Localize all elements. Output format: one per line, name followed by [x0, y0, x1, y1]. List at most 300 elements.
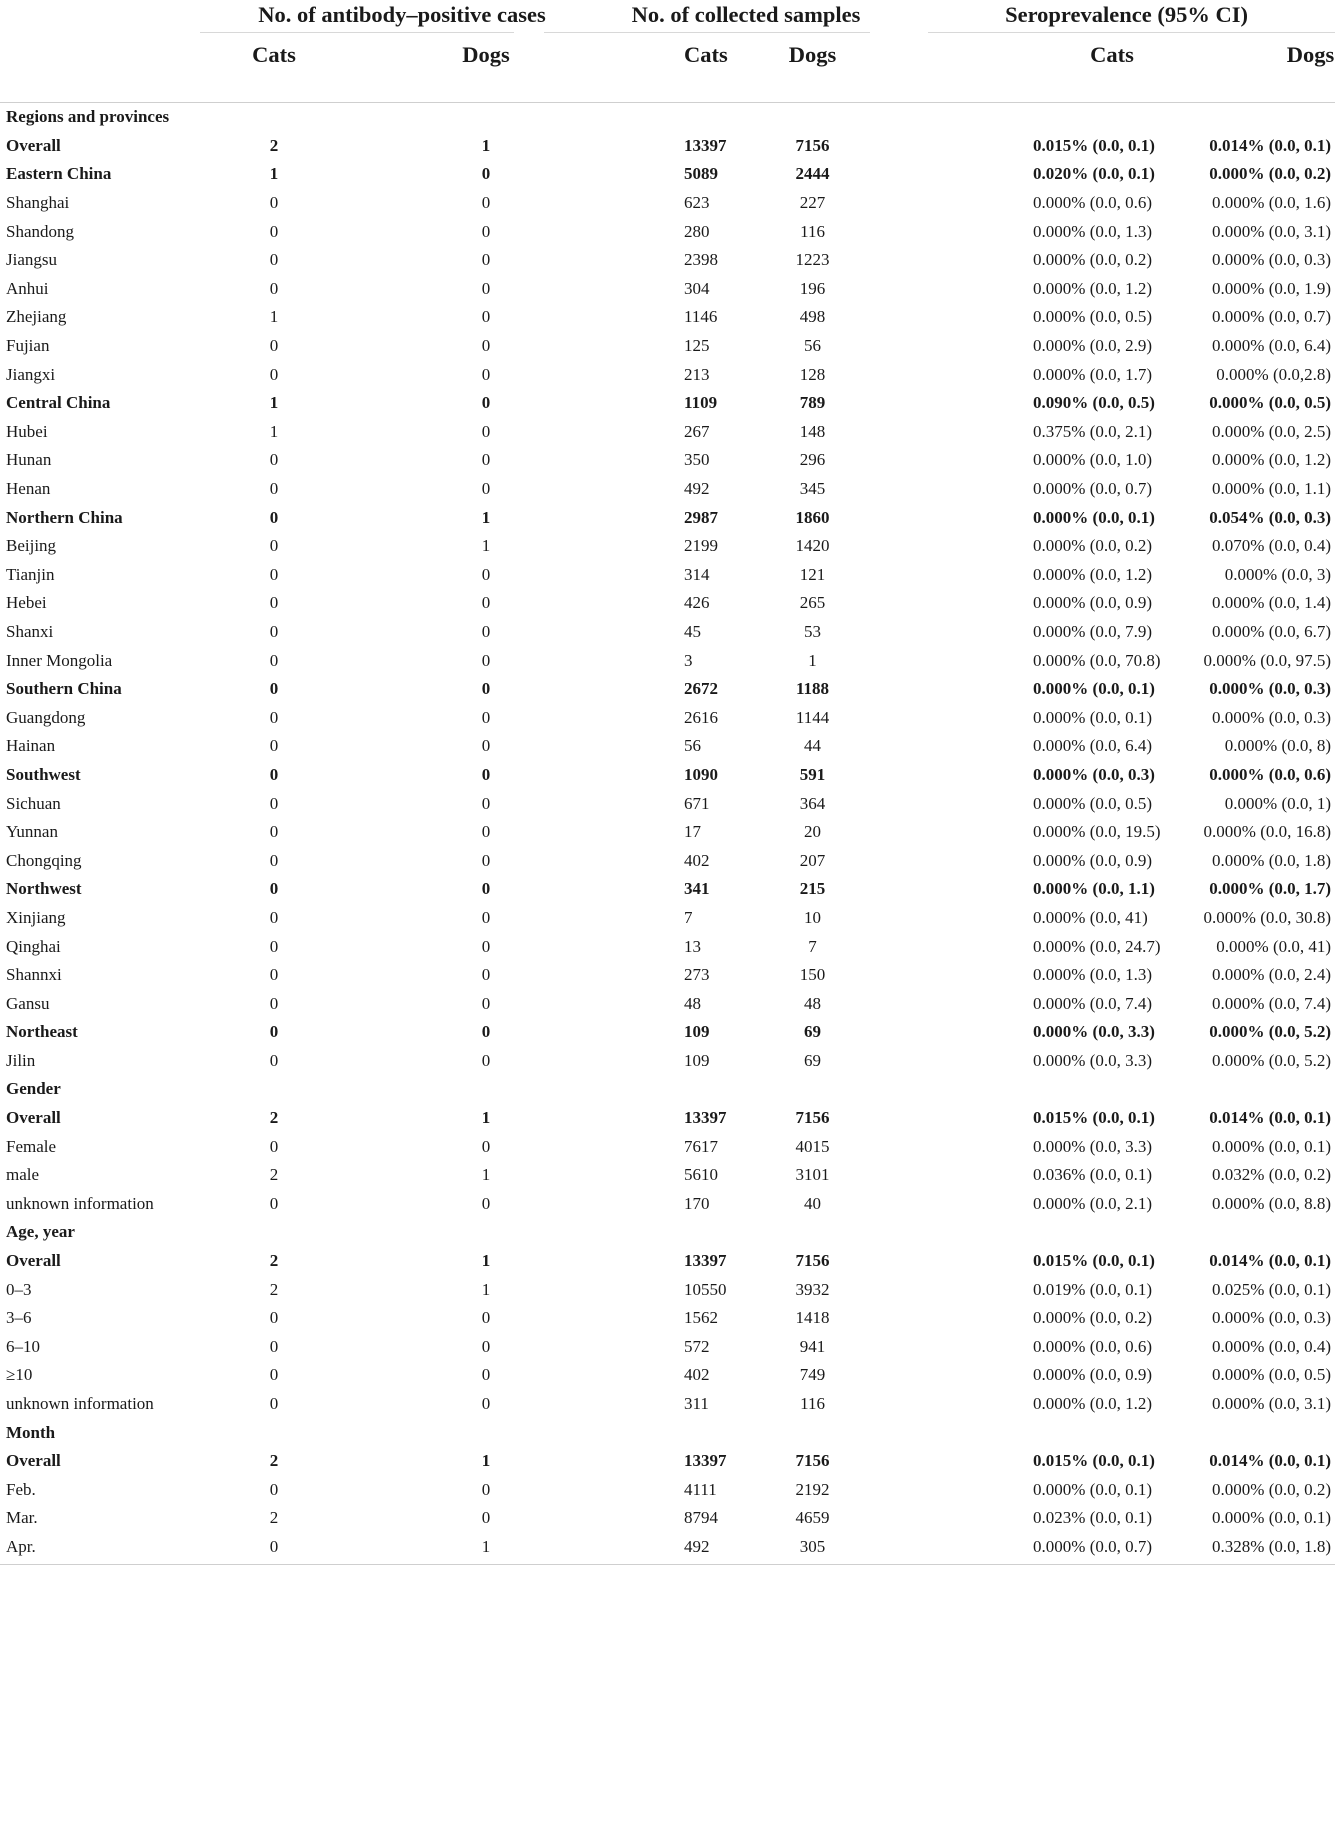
positive-dogs-cell	[318, 1418, 574, 1447]
row-label: Inner Mongolia	[6, 650, 113, 670]
samples-cats-cell: 8794	[684, 1508, 719, 1528]
seroprevalence-dogs-cell: 0.000% (0.0, 1.8)	[1212, 850, 1332, 870]
seroprevalence-cats-cell	[918, 103, 1136, 132]
positive-cats-cell: 0	[269, 1479, 279, 1499]
positive-cats-cell: 0	[269, 936, 279, 956]
seroprevalence-cats-cell: 0.000% (0.0, 0.1)	[1033, 707, 1153, 727]
seroprevalence-dogs-cell: 0.000% (0.0, 0.3)	[1212, 250, 1332, 270]
seroprevalence-dogs-cell: 0.000% (0.0, 0.1)	[1212, 1508, 1332, 1528]
positive-dogs-cell: 0	[481, 278, 491, 298]
row-label: Southern China	[6, 679, 122, 699]
seroprevalence-dogs-cell: 0.032% (0.0, 0.2)	[1212, 1165, 1332, 1185]
seroprevalence-dogs-cell: 0.000% (0.0, 97.5)	[1203, 650, 1332, 670]
positive-cats-cell: 0	[269, 564, 279, 584]
positive-dogs-cell: 0	[481, 850, 491, 870]
samples-cats-cell: 13397	[684, 135, 727, 155]
seroprevalence-dogs-cell: 0.000% (0.0, 5.2)	[1212, 1050, 1332, 1070]
samples-cats-cell	[574, 1218, 662, 1247]
samples-dogs-cell: 1	[808, 650, 817, 670]
positive-cats-cell: 0	[269, 1050, 279, 1070]
seroprevalence-cats-cell: 0.000% (0.0, 1.7)	[1033, 364, 1153, 384]
seroprevalence-dogs-cell: 0.000% (0.0, 16.8)	[1203, 822, 1332, 842]
table-row	[0, 160, 1335, 189]
positive-cats-cell: 1	[269, 421, 279, 441]
col-header-positive-dogs: Dogs	[318, 36, 574, 103]
samples-dogs-cell: 196	[799, 278, 826, 298]
positive-dogs-cell: 0	[481, 965, 491, 985]
table-row	[0, 475, 1335, 504]
table-header	[0, 0, 1335, 103]
seroprevalence-dogs-cell: 0.000% (0.0, 1.4)	[1212, 593, 1332, 613]
positive-dogs-cell: 0	[481, 479, 491, 499]
table-row	[0, 789, 1335, 818]
samples-cats-cell: 2987	[684, 507, 719, 527]
samples-dogs-cell: 44	[804, 736, 822, 756]
row-label: Jiangsu	[6, 250, 57, 270]
positive-cats-cell	[230, 1075, 318, 1104]
table-row	[0, 904, 1335, 933]
seroprevalence-dogs-cell: 0.000% (0.0, 0.4)	[1212, 1336, 1332, 1356]
samples-dogs-cell: 7	[808, 936, 817, 956]
row-label: Northern China	[6, 507, 123, 527]
positive-dogs-cell: 0	[481, 1479, 491, 1499]
samples-cats-cell: 341	[684, 879, 710, 899]
seroprevalence-dogs-cell: 0.000% (0.0, 0.1)	[1212, 1136, 1332, 1156]
positive-cats-cell: 0	[269, 1336, 279, 1356]
section-label: Regions and provinces	[6, 107, 170, 127]
samples-cats-cell: 2616	[684, 707, 719, 727]
table-row	[0, 217, 1335, 246]
table-row	[0, 246, 1335, 275]
row-label: Xinjiang	[6, 907, 66, 927]
samples-cats-cell: 7	[684, 907, 693, 927]
samples-dogs-cell: 116	[800, 221, 825, 241]
group-header-samples-label: No. of collected samples	[631, 2, 861, 27]
samples-dogs-cell: 345	[799, 479, 826, 499]
positive-dogs-cell: 0	[481, 164, 491, 184]
positive-dogs-cell: 0	[481, 307, 491, 327]
seroprevalence-cats-cell: 0.000% (0.0, 1.3)	[1033, 965, 1153, 985]
positive-cats-cell: 0	[269, 736, 279, 756]
samples-dogs-cell: 1223	[795, 250, 830, 270]
row-label: Beijing	[6, 536, 57, 556]
samples-dogs-cell: 498	[799, 307, 826, 327]
positive-cats-cell: 0	[269, 1308, 279, 1328]
table-row	[0, 360, 1335, 389]
positive-dogs-cell: 0	[481, 450, 491, 470]
table-row	[0, 132, 1335, 161]
seroprevalence-cats-cell: 0.000% (0.0, 0.7)	[1033, 1536, 1153, 1556]
positive-dogs-cell: 1	[481, 1251, 491, 1271]
group-divider	[544, 32, 870, 33]
table-bottom-rule	[0, 1564, 1335, 1565]
group-divider	[928, 32, 1335, 33]
seroprevalence-cats-cell: 0.000% (0.0, 1.1)	[1033, 879, 1155, 899]
samples-dogs-cell: 1420	[795, 536, 830, 556]
samples-dogs-cell: 69	[804, 1050, 822, 1070]
seroprevalence-cats-cell: 0.020% (0.0, 0.1)	[1033, 164, 1155, 184]
positive-dogs-cell: 0	[481, 193, 491, 213]
positive-cats-cell: 0	[269, 336, 279, 356]
row-label: Shanxi	[6, 621, 54, 641]
positive-cats-cell: 0	[269, 621, 279, 641]
row-label: Southwest	[6, 764, 81, 784]
positive-cats-cell: 0	[269, 193, 279, 213]
positive-dogs-cell	[318, 1218, 574, 1247]
samples-cats-cell: 5089	[684, 164, 719, 184]
samples-dogs-cell	[662, 1418, 918, 1447]
table-row	[0, 732, 1335, 761]
samples-dogs-cell: 207	[799, 850, 826, 870]
seroprevalence-dogs-cell: 0.000% (0.0, 1.7)	[1209, 879, 1332, 899]
positive-dogs-cell: 0	[481, 993, 491, 1013]
samples-cats-cell	[574, 1075, 662, 1104]
positive-cats-cell: 0	[269, 679, 279, 699]
samples-dogs-cell: 789	[799, 393, 826, 413]
seroprevalence-cats-cell: 0.000% (0.0, 0.5)	[1033, 307, 1153, 327]
table-row	[0, 846, 1335, 875]
positive-cats-cell: 0	[269, 850, 279, 870]
seroprevalence-cats-cell	[918, 1075, 1136, 1104]
samples-cats-cell: 10550	[684, 1279, 727, 1299]
positive-dogs-cell: 1	[481, 1108, 491, 1128]
seroprevalence-dogs-cell	[1136, 103, 1335, 132]
seroprevalence-cats-cell: 0.000% (0.0, 0.2)	[1033, 1308, 1153, 1328]
seroprevalence-dogs-cell: 0.000% (0.0, 1)	[1224, 793, 1332, 813]
samples-cats-cell: 13397	[684, 1251, 727, 1271]
seroprevalence-cats-cell: 0.000% (0.0, 1.0)	[1033, 450, 1153, 470]
seroprevalence-cats-cell: 0.000% (0.0, 0.9)	[1033, 850, 1153, 870]
positive-cats-cell: 0	[269, 764, 279, 784]
positive-cats-cell: 0	[269, 450, 279, 470]
seroprevalence-dogs-cell: 0.014% (0.0, 0.1)	[1209, 1251, 1332, 1271]
seroprevalence-cats-cell: 0.000% (0.0, 3.3)	[1033, 1050, 1153, 1070]
table-row	[0, 989, 1335, 1018]
samples-cats-cell: 4111	[684, 1479, 717, 1499]
positive-cats-cell: 2	[269, 1251, 279, 1271]
group-header-positive-label: No. of antibody–positive cases	[258, 2, 546, 27]
col-header-samples-dogs: Dogs	[662, 36, 918, 103]
row-label: Tianjin	[6, 564, 55, 584]
group-header-positive-cases	[230, 0, 574, 36]
row-label: 3–6	[6, 1308, 32, 1328]
positive-dogs-cell: 1	[481, 1279, 491, 1299]
positive-dogs-cell: 0	[481, 1050, 491, 1070]
table-row	[0, 418, 1335, 447]
seroprevalence-dogs-cell: 0.000% (0.0, 0.5)	[1212, 1365, 1332, 1385]
samples-cats-cell: 2199	[684, 536, 719, 556]
seroprevalence-cats-cell: 0.000% (0.0, 2.9)	[1033, 336, 1153, 356]
samples-cats-cell: 572	[684, 1336, 710, 1356]
seroprevalence-cats-cell: 0.000% (0.0, 19.5)	[1033, 822, 1161, 842]
seroprevalence-dogs-cell: 0.000% (0.0, 1.1)	[1212, 479, 1332, 499]
samples-dogs-cell: 48	[804, 993, 822, 1013]
table-row	[0, 1476, 1335, 1505]
table-row	[0, 875, 1335, 904]
samples-dogs-cell: 53	[804, 621, 822, 641]
positive-cats-cell: 0	[269, 793, 279, 813]
col-header-positive-cats: Cats	[230, 36, 318, 103]
positive-cats-cell: 0	[269, 1394, 279, 1414]
row-label: Qinghai	[6, 936, 61, 956]
positive-dogs-cell: 0	[481, 593, 491, 613]
samples-cats-cell: 2398	[684, 250, 719, 270]
seroprevalence-dogs-cell: 0.000% (0.0,2.8)	[1216, 364, 1332, 384]
table-row	[0, 503, 1335, 532]
positive-dogs-cell: 0	[481, 764, 491, 784]
row-label: Gansu	[6, 993, 50, 1013]
positive-dogs-cell: 1	[481, 135, 491, 155]
col-header-samples-cats: Cats	[574, 36, 662, 103]
seroprevalence-cats-cell: 0.000% (0.0, 2.1)	[1033, 1193, 1153, 1213]
positive-dogs-cell: 0	[481, 679, 491, 699]
seroprevalence-cats-cell: 0.015% (0.0, 0.1)	[1033, 135, 1155, 155]
samples-cats-cell: 13397	[684, 1451, 727, 1471]
samples-cats-cell: 273	[684, 965, 710, 985]
samples-cats-cell: 7617	[684, 1136, 719, 1156]
row-label: Chongqing	[6, 850, 82, 870]
seroprevalence-dogs-cell: 0.000% (0.0, 2.4)	[1212, 965, 1332, 985]
group-header-collected-samples	[574, 0, 918, 36]
header-corner	[0, 0, 230, 36]
positive-cats-cell: 0	[269, 1365, 279, 1385]
row-label: Apr.	[6, 1536, 36, 1556]
seroprevalence-dogs-cell	[1136, 1418, 1335, 1447]
positive-dogs-cell: 0	[481, 1365, 491, 1385]
seroprevalence-cats-cell: 0.000% (0.0, 0.7)	[1033, 479, 1153, 499]
table-row	[0, 932, 1335, 961]
samples-dogs-cell: 296	[799, 450, 826, 470]
row-label: Yunnan	[6, 822, 58, 842]
samples-cats-cell: 1146	[684, 307, 718, 327]
samples-dogs-cell	[662, 103, 918, 132]
seroprevalence-cats-cell: 0.015% (0.0, 0.1)	[1033, 1108, 1155, 1128]
positive-dogs-cell: 0	[481, 1394, 491, 1414]
positive-cats-cell: 2	[269, 1451, 279, 1471]
samples-cats-cell: 48	[684, 993, 702, 1013]
samples-cats-cell: 213	[684, 364, 710, 384]
section-label: Age, year	[6, 1222, 75, 1242]
table-body	[0, 103, 1335, 1562]
positive-cats-cell: 0	[269, 907, 279, 927]
samples-cats-cell: 314	[684, 564, 710, 584]
positive-cats-cell: 0	[269, 993, 279, 1013]
section-row	[0, 103, 1335, 132]
seroprevalence-cats-cell: 0.000% (0.0, 0.9)	[1033, 1365, 1153, 1385]
row-label: Guangdong	[6, 707, 86, 727]
samples-dogs-cell: 1860	[795, 507, 830, 527]
seroprevalence-cats-cell: 0.000% (0.0, 1.2)	[1033, 278, 1153, 298]
seroprevalence-dogs-cell: 0.000% (0.0, 0.3)	[1209, 679, 1332, 699]
samples-dogs-cell: 10	[804, 907, 822, 927]
samples-dogs-cell: 3101	[795, 1165, 830, 1185]
row-label: Jilin	[6, 1050, 36, 1070]
samples-cats-cell: 1562	[684, 1308, 719, 1328]
row-label: Eastern China	[6, 164, 112, 184]
samples-cats-cell: 426	[684, 593, 710, 613]
positive-cats-cell: 0	[269, 879, 279, 899]
positive-cats-cell: 0	[269, 364, 279, 384]
samples-dogs-cell: 56	[804, 336, 822, 356]
seroprevalence-cats-cell: 0.000% (0.0, 70.8)	[1033, 650, 1161, 670]
positive-cats-cell: 1	[269, 164, 279, 184]
table-row	[0, 561, 1335, 590]
seroprevalence-dogs-cell: 0.000% (0.0, 0.7)	[1212, 307, 1332, 327]
positive-cats-cell: 0	[269, 1136, 279, 1156]
positive-cats-cell: 2	[269, 1165, 279, 1185]
samples-cats-cell: 5610	[684, 1165, 719, 1185]
group-divider	[200, 32, 514, 33]
row-label: 0–3	[6, 1279, 32, 1299]
table-row	[0, 761, 1335, 790]
seroprevalence-cats-cell: 0.000% (0.0, 0.2)	[1033, 250, 1153, 270]
seroprevalence-dogs-cell: 0.000% (0.0, 0.3)	[1212, 707, 1332, 727]
positive-dogs-cell: 0	[481, 1193, 491, 1213]
positive-dogs-cell: 1	[481, 536, 491, 556]
positive-cats-cell: 2	[269, 1108, 279, 1128]
section-row	[0, 1218, 1335, 1247]
seroprevalence-dogs-cell: 0.000% (0.0, 0.2)	[1209, 164, 1332, 184]
seroprevalence-cats-cell: 0.000% (0.0, 0.6)	[1033, 193, 1153, 213]
row-label: 6–10	[6, 1336, 40, 1356]
positive-cats-cell: 0	[269, 1193, 279, 1213]
table-row	[0, 675, 1335, 704]
section-row	[0, 1418, 1335, 1447]
samples-dogs-cell: 305	[799, 1536, 826, 1556]
positive-dogs-cell: 0	[481, 822, 491, 842]
samples-dogs-cell: 2192	[795, 1479, 830, 1499]
seroprevalence-dogs-cell: 0.000% (0.0, 7.4)	[1212, 993, 1332, 1013]
seroprevalence-cats-cell: 0.015% (0.0, 0.1)	[1033, 1451, 1155, 1471]
positive-dogs-cell: 1	[481, 1536, 491, 1556]
positive-dogs-cell: 0	[481, 793, 491, 813]
header-label-column	[0, 36, 230, 103]
table-row	[0, 1161, 1335, 1190]
positive-dogs-cell: 1	[481, 1165, 491, 1185]
samples-cats-cell: 170	[684, 1193, 710, 1213]
positive-cats-cell: 2	[269, 135, 279, 155]
seroprevalence-cats-cell: 0.375% (0.0, 2.1)	[1033, 421, 1153, 441]
samples-dogs-cell: 121	[799, 564, 826, 584]
seroprevalence-cats-cell: 0.000% (0.0, 0.9)	[1033, 593, 1153, 613]
table-row	[0, 818, 1335, 847]
seroprevalence-cats-cell: 0.000% (0.0, 24.7)	[1033, 936, 1161, 956]
seroprevalence-cats-cell: 0.000% (0.0, 3.3)	[1033, 1136, 1153, 1156]
table-row	[0, 189, 1335, 218]
table-row	[0, 646, 1335, 675]
table-row	[0, 1018, 1335, 1047]
row-label: Female	[6, 1136, 57, 1156]
samples-cats-cell: 492	[684, 1536, 710, 1556]
samples-cats-cell: 1109	[684, 393, 718, 413]
positive-dogs-cell: 0	[481, 421, 491, 441]
samples-cats-cell: 109	[684, 1022, 710, 1042]
row-label: Mar.	[6, 1508, 38, 1528]
seroprevalence-cats-cell: 0.015% (0.0, 0.1)	[1033, 1251, 1155, 1271]
samples-dogs-cell: 749	[799, 1365, 826, 1385]
seroprevalence-cats-cell: 0.000% (0.0, 1.2)	[1033, 1394, 1153, 1414]
samples-dogs-cell: 215	[799, 879, 826, 899]
row-label: Overall	[6, 1108, 61, 1128]
samples-dogs-cell: 4015	[795, 1136, 830, 1156]
row-label: Jiangxi	[6, 364, 56, 384]
row-label: Fujian	[6, 336, 50, 356]
table-row	[0, 1275, 1335, 1304]
seroprevalence-cats-cell: 0.000% (0.0, 0.6)	[1033, 1336, 1153, 1356]
group-header-seroprevalence	[918, 0, 1335, 36]
table-row	[0, 1247, 1335, 1276]
samples-cats-cell: 56	[684, 736, 702, 756]
row-label: Hunan	[6, 450, 52, 470]
samples-cats-cell: 1090	[684, 764, 719, 784]
row-label: ≥10	[6, 1365, 33, 1385]
positive-dogs-cell: 1	[481, 1451, 491, 1471]
positive-cats-cell	[230, 1218, 318, 1247]
row-label: Feb.	[6, 1479, 36, 1499]
samples-dogs-cell: 148	[799, 421, 826, 441]
seroprevalence-dogs-cell: 0.014% (0.0, 0.1)	[1209, 1451, 1332, 1471]
positive-dogs-cell: 0	[481, 1508, 491, 1528]
table-row	[0, 275, 1335, 304]
seroprevalence-cats-cell: 0.000% (0.0, 0.1)	[1033, 1479, 1153, 1499]
samples-cats-cell: 350	[684, 450, 710, 470]
seroprevalence-cats-cell: 0.000% (0.0, 41)	[1033, 907, 1148, 927]
seroprevalence-cats-cell: 0.000% (0.0, 0.5)	[1033, 793, 1153, 813]
positive-dogs-cell: 0	[481, 336, 491, 356]
samples-cats-cell	[574, 1418, 662, 1447]
samples-cats-cell: 402	[684, 1365, 710, 1385]
positive-dogs-cell: 0	[481, 907, 491, 927]
seroprevalence-cats-cell: 0.000% (0.0, 0.1)	[1033, 679, 1155, 699]
table-row	[0, 303, 1335, 332]
positive-cats-cell: 2	[269, 1279, 279, 1299]
seroprevalence-cats-cell: 0.000% (0.0, 7.9)	[1033, 621, 1153, 641]
positive-dogs-cell	[318, 103, 574, 132]
col-header-seroprevalence-dogs: Dogs	[1136, 36, 1335, 103]
positive-dogs-cell: 0	[481, 221, 491, 241]
table-row	[0, 446, 1335, 475]
positive-cats-cell: 0	[269, 822, 279, 842]
positive-cats-cell: 0	[269, 965, 279, 985]
seroprevalence-dogs-cell: 0.025% (0.0, 0.1)	[1212, 1279, 1332, 1299]
seroprevalence-dogs-cell: 0.000% (0.0, 30.8)	[1203, 907, 1332, 927]
seroprevalence-dogs-cell: 0.000% (0.0, 0.2)	[1212, 1479, 1332, 1499]
positive-cats-cell: 0	[269, 250, 279, 270]
seroprevalence-dogs-cell: 0.000% (0.0, 1.6)	[1212, 193, 1332, 213]
positive-cats-cell: 0	[269, 650, 279, 670]
samples-dogs-cell: 7156	[795, 135, 830, 155]
row-label: Henan	[6, 479, 51, 499]
seroprevalence-cats-cell: 0.000% (0.0, 1.3)	[1033, 221, 1153, 241]
seroprevalence-dogs-cell	[1136, 1075, 1335, 1104]
seroprevalence-dogs-cell: 0.000% (0.0, 3.1)	[1212, 221, 1332, 241]
row-label: Hebei	[6, 593, 47, 613]
seroprevalence-cats-cell: 0.000% (0.0, 6.4)	[1033, 736, 1153, 756]
positive-dogs-cell: 0	[481, 364, 491, 384]
table-row	[0, 1333, 1335, 1362]
section-row	[0, 1075, 1335, 1104]
table-row	[0, 1304, 1335, 1333]
samples-dogs-cell: 3932	[795, 1279, 830, 1299]
positive-cats-cell: 1	[269, 393, 279, 413]
samples-cats-cell: 3	[684, 650, 693, 670]
row-label: Shandong	[6, 221, 74, 241]
table-row	[0, 589, 1335, 618]
positive-cats-cell	[230, 1418, 318, 1447]
table-row	[0, 389, 1335, 418]
samples-dogs-cell: 2444	[795, 164, 830, 184]
samples-cats-cell	[574, 103, 662, 132]
